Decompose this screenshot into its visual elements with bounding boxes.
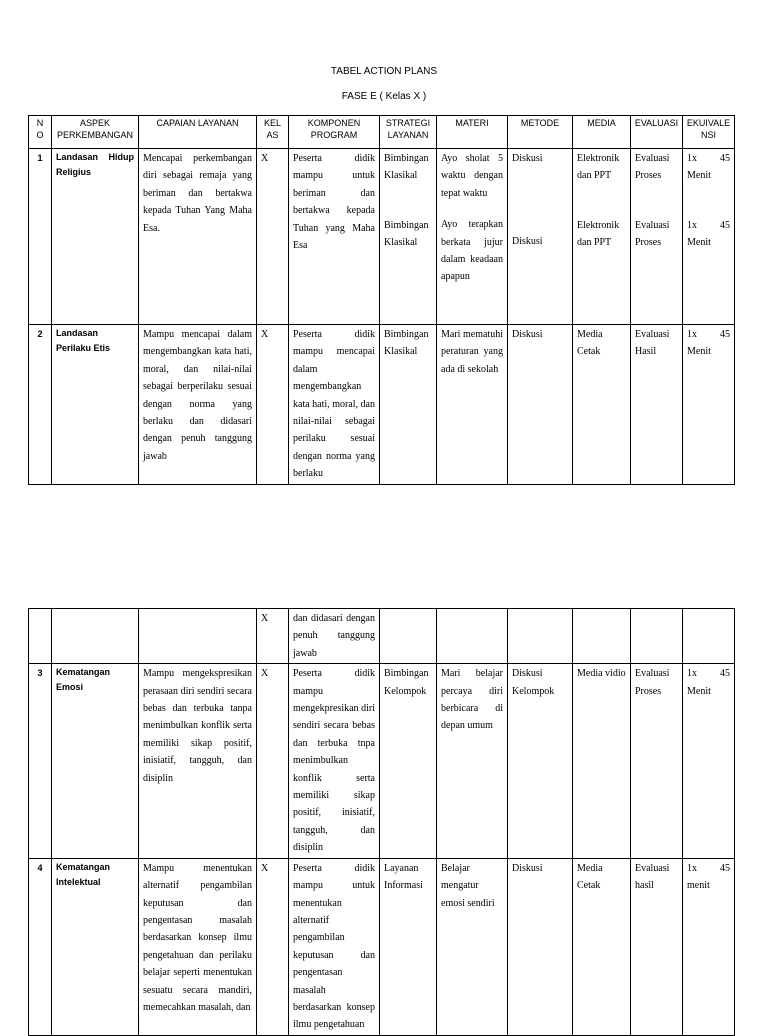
strategi-2: Bimbingan Klasikal [384, 219, 429, 249]
cell-evaluasi [631, 149, 683, 325]
metode-1: Diskusi [512, 153, 543, 164]
page-title: TABEL ACTION PLANS [330, 66, 438, 77]
cell-strategi: Layanan Informasi [380, 858, 437, 1035]
cell-metode: Diskusi [508, 325, 573, 485]
header-capaian: CAPAIAN LAYANAN [139, 116, 257, 149]
cell-metode: Diskusi [508, 858, 573, 1035]
cell-no: 3 [29, 664, 52, 858]
cell-ekuivalensi [683, 149, 735, 325]
cell-metode [508, 609, 573, 664]
media-2: Elektronik dan PPT [577, 219, 620, 249]
table-row [29, 609, 735, 664]
cell-komponen: dan didasari dengan penuh tanggung jawab [289, 609, 380, 664]
table-row [29, 325, 735, 485]
cell-komponen: Peserta didik mampu mengekpresikan diri sendiri secara bebas dan terbuka tnpa menimbulkan konflik serta memiliki sikap positif, inisiatif, tangguh, dan disiplin [289, 664, 380, 858]
header-aspek: ASPEK PERKEMBANGAN [52, 116, 139, 149]
cell-materi [437, 609, 508, 664]
cell-materi: Mari belajar percaya diri berbicara di depan umum [437, 664, 508, 858]
materi-1: Ayo sholat 5 waktu dengan tepat waktu [441, 153, 503, 199]
cell-metode [508, 149, 573, 325]
cell-komponen: Peserta didik mampu untuk menentukan alternatif pengambilan keputusan dan pengentasan masalah berdasarkan konsep ilmu pengetahuan [289, 858, 380, 1035]
header-evaluasi: EVALUASI [631, 116, 683, 149]
cell-aspek: Landasan Perilaku Etis [52, 325, 139, 485]
strategi-1: Bimbingan Klasikal [384, 153, 429, 182]
cell-evaluasi: Evaluasi Proses [631, 664, 683, 858]
cell-kelas: X [257, 858, 289, 1035]
header-media: MEDIA [573, 116, 631, 149]
header-kelas: KEL AS [257, 116, 289, 149]
cell-metode: Diskusi Kelompok [508, 664, 573, 858]
materi-2: Ayo terapkan berkata jujur dalam keadaan apapun [441, 219, 503, 283]
cell-aspek: Kematangan Emosi [52, 664, 139, 858]
cell-no: 4 [29, 858, 52, 1035]
cell-evaluasi [631, 609, 683, 664]
media-1: Elektronik dan PPT [577, 153, 620, 182]
cell-ekuivalensi: 1x 45 Menit [683, 664, 735, 858]
cell-no: 2 [29, 325, 52, 485]
ekuivalensi-2: 1x 45 Menit [687, 219, 730, 249]
cell-capaian: Mampu mencapai dalam mengembangkan kata hati, moral, dan nilai-nilai sebagai berperilaku sesuai dengan norma yang berlaku dan didasari dengan penuh tanggung jawab [139, 325, 257, 485]
cell-no: 1 [29, 149, 52, 325]
cell-capaian: Mampu mengekspresikan perasaan diri sendiri secara bebas dan terbuka tanpa menimbulkan konflik serta memiliki sikap positif, inisiatif, tangguh, dan disiplin [139, 664, 257, 858]
cell-media [573, 149, 631, 325]
header-metode: METODE [508, 116, 573, 149]
cell-strategi [380, 149, 437, 325]
cell-materi: Mari mematuhi peraturan yang ada di sekolah [437, 325, 508, 485]
header-komponen: KOMPONEN PROGRAM [289, 116, 380, 149]
cell-aspek: Kematangan Intelektual [52, 858, 139, 1035]
header-ekuivalensi: EKUIVALE NSI [683, 116, 735, 149]
cell-ekuivalensi [683, 609, 735, 664]
cell-materi [437, 149, 508, 325]
cell-media [573, 609, 631, 664]
table-row [29, 858, 735, 1035]
cell-kelas: X [257, 664, 289, 858]
header-strategi: STRATEGI LAYANAN [380, 116, 437, 149]
cell-strategi: Bimbingan Klasikal [380, 325, 437, 485]
table-row [29, 664, 735, 858]
cell-aspek: Landasan Hidup Religius [52, 149, 139, 325]
cell-materi: Belajar mengatur emosi sendiri [437, 858, 508, 1035]
page-subtitle: FASE E ( Kelas X ) [341, 91, 427, 102]
cell-evaluasi: Evaluasi hasil [631, 858, 683, 1035]
cell-aspek [52, 609, 139, 664]
cell-kelas: X [257, 325, 289, 485]
cell-media: Media Cetak [573, 325, 631, 485]
table-header-row [29, 116, 735, 149]
action-plan-table-continued [28, 608, 735, 1036]
cell-evaluasi: Evaluasi Hasil [631, 325, 683, 485]
cell-media: Media vidio [573, 664, 631, 858]
cell-ekuivalensi: 1x 45 Menit [683, 325, 735, 485]
cell-strategi: Bimbingan Kelompok [380, 664, 437, 858]
cell-komponen: Peserta didik mampu mencapai dalam mengembangkan kata hati, moral, dan nilai-nilai sebagai perilaku sesuai dengan norma yang berlaku [289, 325, 380, 485]
header-materi: MATERI [437, 116, 508, 149]
cell-ekuivalensi: 1x 45 menit [683, 858, 735, 1035]
cell-media: Media Cetak [573, 858, 631, 1035]
cell-strategi [380, 609, 437, 664]
cell-komponen: Peserta didik mampu untuk beriman dan bertakwa kepada Tuhan yang Maha Esa [289, 149, 380, 325]
metode-2: Diskusi [512, 236, 543, 248]
cell-kelas: X [257, 149, 289, 325]
header-no: N O [29, 116, 52, 149]
cell-no [29, 609, 52, 664]
action-plan-table [28, 115, 735, 485]
cell-capaian [139, 609, 257, 664]
ekuivalensi-1: 1x 45 Menit [687, 153, 730, 182]
cell-capaian: Mencapai perkembangan diri sebagai remaja yang beriman dan bertakwa kepada Tuhan Yang Maha Esa. [139, 149, 257, 325]
cell-kelas: X [257, 609, 289, 664]
cell-capaian: Mampu menentukan alternatif pengambilan keputusan dan pengentasan masalah berdasarkan konsep ilmu pengetahuan dan perilaku belajar seperti menentukan sesuatu secara mandiri, memecahkan masalah, dan [139, 858, 257, 1035]
table-row [29, 149, 735, 325]
evaluasi-2: Evaluasi Proses [635, 219, 670, 249]
evaluasi-1: Evaluasi Proses [635, 153, 670, 182]
